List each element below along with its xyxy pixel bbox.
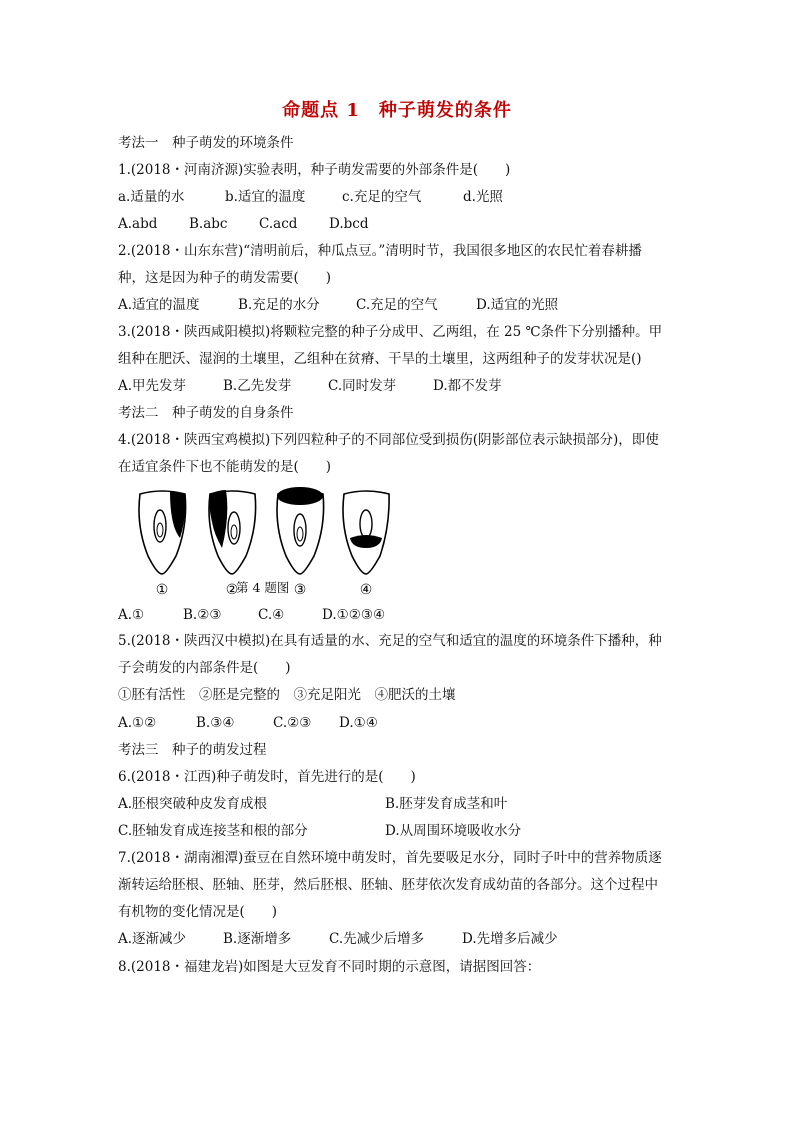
question-4-stem-line-2: 在适宜条件下也不能萌发的是( ) [118,459,332,475]
seed-1-drawing [139,491,186,574]
section-heading-2: 考法二 种子萌发的自身条件 [118,405,294,421]
q1-item-b: b.适宜的温度 [225,189,306,205]
question-1-stem: 1.(2018・河南济源)实验表明，种子萌发需要的外部条件是( ) [118,162,511,178]
question-2-stem-line-1: 2.(2018・山东东营)“清明前后，种瓜点豆。”清明时节，我国很多地区的农民忙着春耕播 [118,243,642,259]
seed-4-drawing [343,491,389,574]
question-3-stem-line-1: 3.(2018・陕西咸阳模拟)将颗粒完整的种子分成甲、乙两组，在 25 ℃条件下分别播种。甲 [118,324,663,340]
q5-option-a: A.①② [118,715,157,731]
q1-option-b: B.abc [189,216,228,232]
q7-option-d: D.先增多后减少 [462,931,558,947]
q2-option-c: C.充足的空气 [356,297,438,313]
q4-option-d: D.①②③④ [322,607,386,623]
seed-4-label: ④ [359,582,373,596]
q4-option-c: C.④ [258,607,285,623]
q6-option-c: C.胚轴发育成连接茎和根的部分 [118,823,308,839]
question-8-stem: 8.(2018・福建龙岩)如图是大豆发育不同时期的示意图，请据图回答： [118,959,541,975]
q3-option-a: A.甲先发芽 [118,378,187,394]
q1-item-a: a.适量的水 [118,189,185,205]
q4-option-b: B.②③ [183,607,222,623]
seed-2-drawing [209,490,256,574]
q4-option-a: A.① [118,607,145,623]
q5-option-c: C.②③ [273,715,312,731]
q5-items: ①胚有活性 ②胚是完整的 ③充足阳光 ④肥沃的土壤 [118,687,456,703]
question-5-stem-line-2: 子会萌发的内部条件是( ) [118,660,291,676]
q1-option-d: D.bcd [329,216,369,232]
q1-option-c: C.acd [259,216,298,232]
q2-option-b: B.充足的水分 [238,297,320,313]
q5-option-d: D.①④ [339,715,378,731]
q5-option-b: B.③④ [196,715,235,731]
q2-option-a: A.适宜的温度 [118,297,200,313]
question-7-stem-line-1: 7.(2018・湖南湘潭)蚕豆在自然环境中萌发时，首先要吸足水分，同时子叶中的营养物质逐 [118,850,662,866]
q1-item-d: d.光照 [463,189,503,205]
question-7-stem-line-2: 渐转运给胚根、胚轴、胚芽，然后胚根、胚轴、胚芽依次发育成幼苗的各部分。这个过程中 [118,877,658,893]
q1-option-a: A.abd [118,216,158,232]
seed-2-label: ② [225,582,239,596]
q7-option-c: C.先减少后增多 [329,931,425,947]
question-2-stem-line-2: 种，这是因为种子的萌发需要( ) [118,270,332,286]
seed-1-label: ① [155,582,169,596]
q7-option-a: A.逐渐减少 [118,931,187,947]
q3-option-b: B.乙先发芽 [223,378,292,394]
q6-option-a: A.胚根突破种皮发育成根 [118,796,268,812]
q1-item-c: c.充足的空气 [342,189,422,205]
section-heading-3: 考法三 种子的萌发过程 [118,742,267,758]
question-7-stem-line-3: 有机物的变化情况是( ) [118,904,278,920]
question-6-stem: 6.(2018・江西)种子萌发时，首先进行的是( ) [118,769,416,785]
section-heading-1: 考法一 种子萌发的环境条件 [118,135,294,151]
q3-option-d: D.都不发芽 [433,378,502,394]
q2-option-d: D.适宜的光照 [476,297,559,313]
q6-option-b: B.胚芽发育成茎和叶 [385,796,508,812]
page-title: 命题点 1 种子萌发的条件 [282,100,512,121]
question-5-stem-line-1: 5.(2018・陕西汉中模拟)在具有适量的水、充足的空气和适宜的温度的环境条件下播种，种 [118,633,662,649]
question-4-stem-line-1: 4.(2018・陕西宝鸡模拟)下列四粒种子的不同部位受到损伤(阴影部位表示缺损部分)，即使 [118,432,659,448]
figure-caption: 第 4 题图 [236,580,290,595]
seed-3-label: ③ [293,582,307,596]
q7-option-b: B.逐渐增多 [223,931,292,947]
question-3-stem-line-2: 组种在肥沃、湿润的土壤里，乙组种在贫瘠、干旱的土壤里，这两组种子的发芽状况是() [118,351,642,367]
seed-3-drawing [277,487,324,574]
q3-option-c: C.同时发芽 [328,378,397,394]
q6-option-d: D.从周围环境吸收水分 [385,823,522,839]
